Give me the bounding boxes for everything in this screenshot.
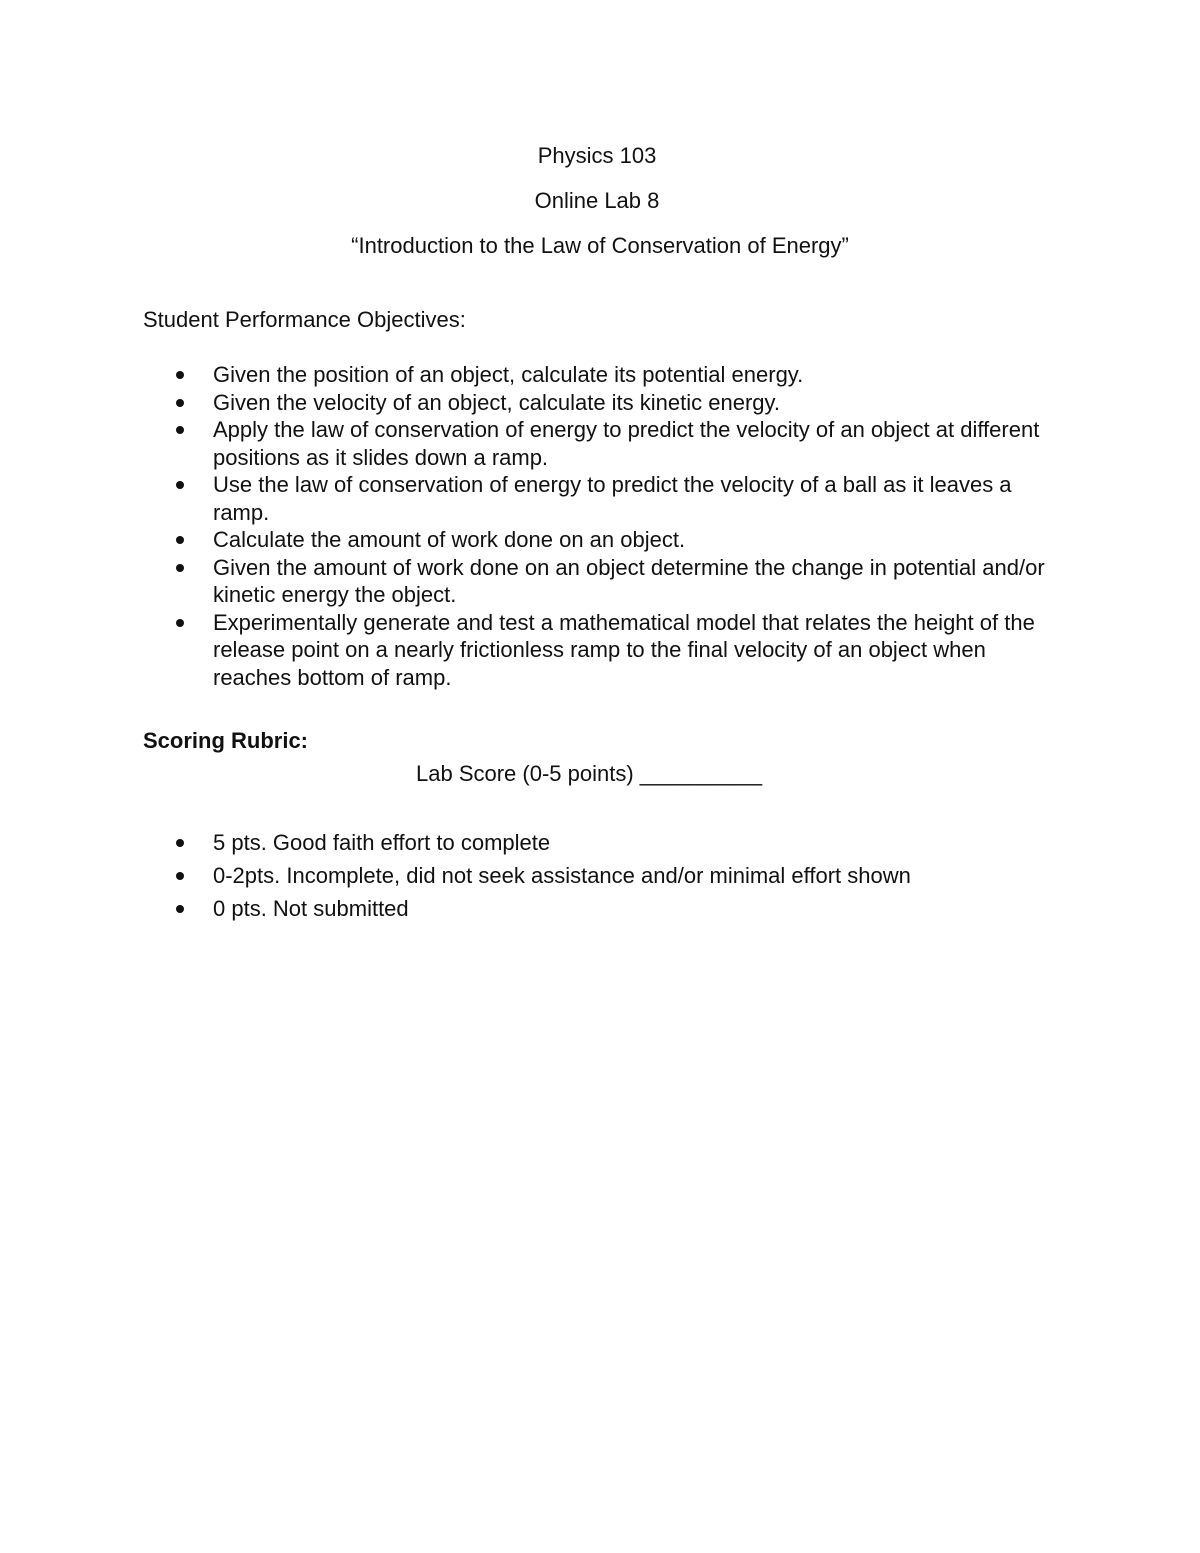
bullet-icon: [176, 619, 184, 627]
objective-text: Experimentally generate and test a mathematical model that relates the height of the release point on a nearly frictionless ramp to the final velocity of an object when reaches bottom of ramp.: [213, 609, 1035, 690]
bullet-icon: [176, 481, 184, 489]
objective-text: Given the velocity of an object, calculate its kinetic energy.: [213, 389, 780, 415]
list-item: [0, 389, 1063, 417]
bullet-icon: [176, 839, 184, 847]
objective-text: Given the position of an object, calculate its potential energy.: [213, 362, 804, 387]
rubric-list: [0, 826, 1113, 925]
lab-number: Online Lab 8: [534, 188, 660, 213]
objective-text: Apply the law of conservation of energy to predict the velocity of an object at different positions as it slides down a ramp.: [213, 417, 1040, 470]
list-item: [0, 361, 1063, 389]
list-item: [0, 826, 1113, 859]
course-name: Physics 103: [537, 143, 657, 168]
bullet-icon: [176, 564, 184, 572]
bullet-icon: [176, 872, 184, 880]
list-item: [0, 554, 1063, 609]
rubric-heading: Scoring Rubric:: [143, 728, 309, 753]
bullet-icon: [176, 905, 184, 913]
rubric-text: 5 pts. Good faith effort to complete: [213, 830, 551, 855]
list-item: [0, 416, 1063, 471]
rubric-text: 0 pts. Not submitted: [213, 896, 409, 921]
objectives-heading: Student Performance Objectives:: [143, 307, 466, 332]
list-item: [0, 609, 1063, 692]
list-item: [0, 471, 1063, 526]
bullet-icon: [176, 426, 184, 434]
list-item: [0, 892, 1113, 925]
objectives-list: [0, 361, 1063, 691]
bullet-icon: [176, 399, 184, 407]
objective-text: Use the law of conservation of energy to predict the velocity of a ball as it leaves a ramp.: [213, 472, 1012, 525]
bullet-icon: [176, 536, 184, 544]
objective-text: Calculate the amount of work done on an object.: [213, 527, 686, 552]
bullet-icon: [176, 371, 184, 379]
lab-title: “Introduction to the Law of Conservation of Energy”: [351, 233, 849, 258]
rubric-text: 0-2pts. Incomplete, did not seek assistance and/or minimal effort shown: [213, 863, 911, 888]
list-item: [0, 526, 1063, 554]
lab-score-line: Lab Score (0-5 points) __________: [416, 761, 763, 786]
objective-text: Given the amount of work done on an object determine the change in potential and/or kinetic energy the object.: [213, 554, 1045, 607]
list-item: [0, 859, 1113, 892]
